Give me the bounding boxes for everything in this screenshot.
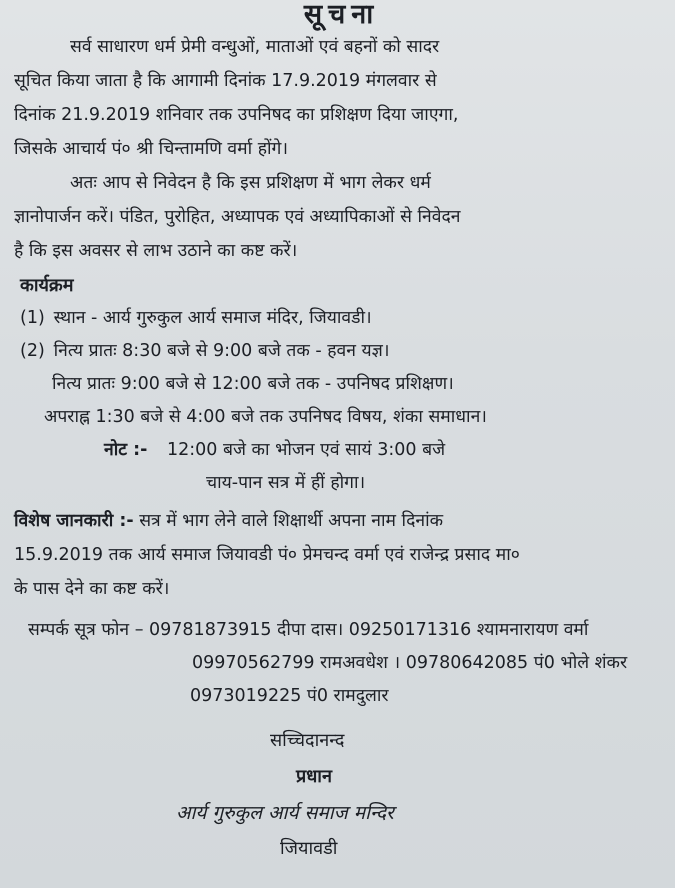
contact-line: 09970562799 रामअवधेश । 09780642085 पं0 भोले शंकर: [192, 653, 628, 673]
program-item-training: नित्य प्रातः 9:00 बजे से 12:00 बजे तक - उपनिषद प्रशिक्षण।: [52, 374, 454, 394]
program-note: [14, 434, 669, 467]
program-list: [14, 302, 669, 500]
special-info-line: 15.9.2019 तक आर्य समाज जियावडी पं० प्रेमचन्द वर्मा एवं राजेन्द्र प्रसाद मा०: [14, 545, 520, 565]
program-heading: कार्यक्रम: [20, 275, 74, 296]
special-info-line: [14, 504, 669, 538]
request-paragraph: [14, 166, 669, 268]
request-line: ज्ञानोपार्जन करें। पंडित, पुरोहित, अध्यापक एवं अध्यापिकाओं से निवेदन: [14, 207, 461, 227]
signature-block: [14, 723, 669, 867]
signatory-name: सच्चिदानन्द: [270, 730, 345, 751]
special-info-label: विशेष जानकारी :-: [14, 511, 134, 531]
note-text: 12:00 बजे का भोजन एवं सायं 3:00 बजे: [167, 440, 446, 460]
intro-paragraph: [14, 30, 669, 166]
program-item-venue: [14, 302, 669, 335]
notice-title: सूचना: [303, 0, 380, 30]
note-label: नोट :-: [104, 440, 148, 460]
special-info-text: सत्र में भाग लेने वाले शिक्षार्थी अपना नाम दिनांक: [139, 511, 444, 531]
note-text-continued: चाय-पान सत्र में हीं होगा।: [206, 473, 366, 493]
contact-info: [14, 614, 669, 713]
special-info-line: के पास देने का कष्ट करें।: [14, 579, 170, 599]
organization-name: आर्य गुरुकुल आर्य समाज मन्दिर: [176, 802, 394, 824]
contact-line: 0973019225 पं0 रामदुलार: [190, 686, 389, 706]
program-item-afternoon: अपराह्न 1:30 बजे से 4:00 बजे तक उपनिषद विषय, शंका समाधान।: [44, 407, 487, 427]
request-line: है कि इस अवसर से लाभ उठाने का कष्ट करें।: [14, 241, 298, 261]
intro-line: दिनांक 21.9.2019 शनिवार तक उपनिषद का प्रशिक्षण दिया जाएगा,: [14, 105, 459, 125]
request-line: अतः आप से निवेदन है कि इस प्रशिक्षण में भाग लेकर धर्म: [70, 173, 431, 193]
intro-line: जिसके आचार्य पं० श्री चिन्तामणि वर्मा होंगे।: [14, 139, 289, 159]
program-item-number: (1): [20, 308, 45, 328]
intro-line: सर्व साधारण धर्म प्रेमी वन्धुओं, माताओं एवं बहनों को सादर: [70, 37, 440, 57]
organization-place: जियावडी: [280, 838, 338, 859]
special-info: [14, 504, 669, 606]
signatory-designation: प्रधान: [296, 766, 332, 787]
program-item-havan: [14, 335, 669, 368]
program-item-text: नित्य प्रातः 8:30 बजे से 9:00 बजे तक - हवन यज्ञ।: [53, 341, 390, 361]
intro-line: सूचित किया जाता है कि आगामी दिनांक 17.9.2019 मंगलवार से: [14, 71, 437, 91]
contact-line: सम्पर्क सूत्र फोन – 09781873915 दीपा दास। 09250171316 श्यामनारायण वर्मा: [28, 620, 589, 640]
program-item-text: स्थान - आर्य गुरुकुल आर्य समाज मंदिर, जियावडी।: [53, 308, 372, 328]
program-item-number: (2): [20, 341, 45, 361]
